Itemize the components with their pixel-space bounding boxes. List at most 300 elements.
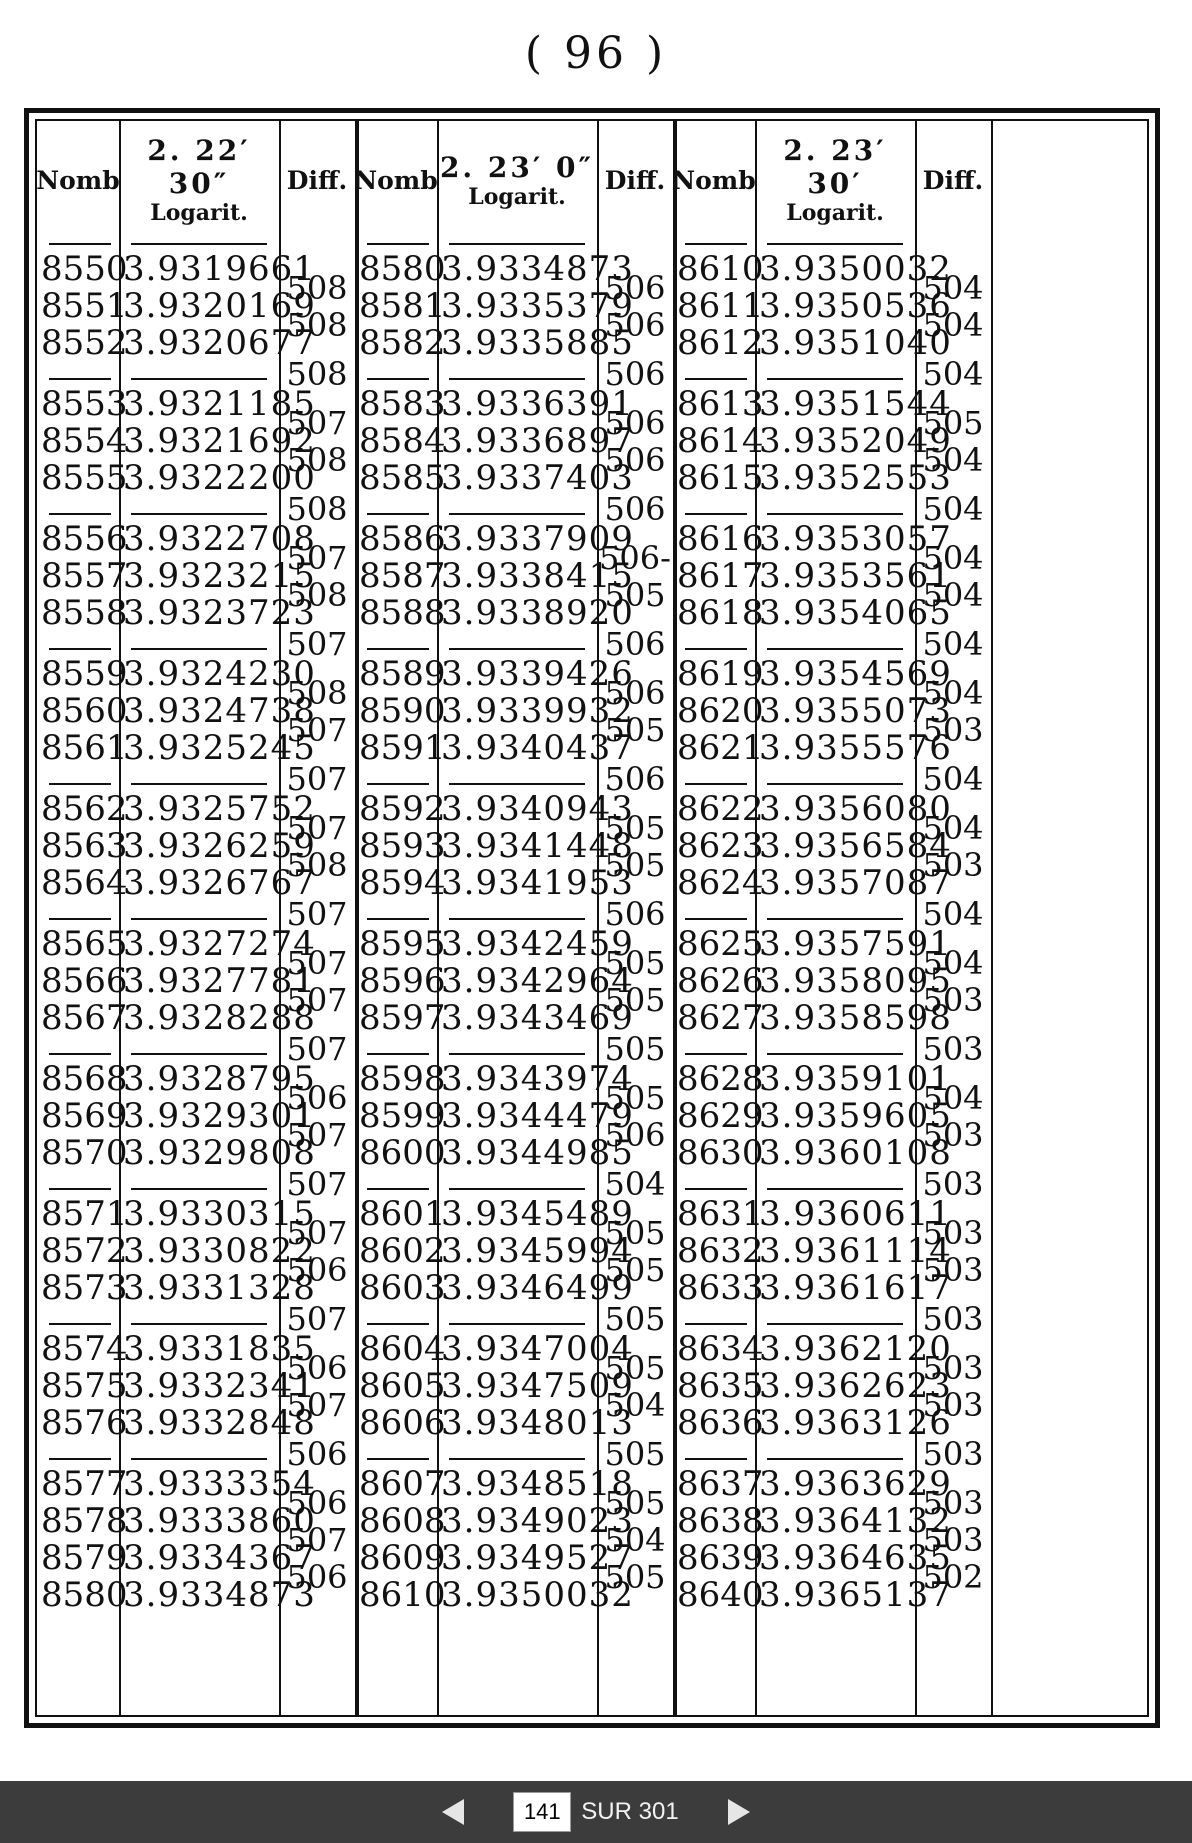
group-rule xyxy=(367,783,429,785)
table-difference: 505 xyxy=(604,1250,666,1289)
table-number: 8587 xyxy=(359,556,446,596)
table-logarithm: 3.9347509 xyxy=(441,1366,634,1406)
table-number: 8618 xyxy=(677,593,764,633)
header-logarit: Logarit. xyxy=(150,200,248,226)
table-number: 8628 xyxy=(677,1059,764,1099)
group-rule xyxy=(685,648,747,650)
group-rule xyxy=(131,378,267,380)
group-rule xyxy=(449,918,585,920)
group-rule xyxy=(131,1458,267,1460)
table-logarithm: 3.9334873 xyxy=(123,1575,316,1615)
table-number: 8601 xyxy=(359,1194,446,1234)
table-difference: 505 xyxy=(604,1557,666,1596)
table-number: 8590 xyxy=(359,691,446,731)
table-difference: 503 xyxy=(922,710,984,749)
table-difference: 505 xyxy=(604,1435,666,1473)
table-difference: 503 xyxy=(922,1250,984,1289)
next-page-button[interactable] xyxy=(719,1792,759,1832)
table-difference: 504 xyxy=(922,1078,984,1117)
table-number: 8582 xyxy=(359,323,446,363)
table-number: 8637 xyxy=(677,1464,764,1504)
group-rule xyxy=(449,1053,585,1055)
table-difference: 507 xyxy=(286,538,348,577)
table-difference: 508 xyxy=(286,355,348,393)
group-rule xyxy=(49,783,111,785)
table-logarithm: 3.9364635 xyxy=(759,1538,952,1578)
table-difference: 504 xyxy=(922,490,984,528)
table-number: 8610 xyxy=(677,249,764,289)
table-logarithm: 3.9356080 xyxy=(759,789,952,829)
group-rule xyxy=(367,648,429,650)
table-number: 8567 xyxy=(41,998,128,1038)
table-number: 8550 xyxy=(41,249,128,289)
table-logarithm: 3.9322200 xyxy=(123,458,316,498)
table-number: 8562 xyxy=(41,789,128,829)
group-rule xyxy=(685,1323,747,1325)
group-rule xyxy=(367,1188,429,1190)
page-number: ( 96 ) xyxy=(524,28,668,79)
table-difference: 505 xyxy=(604,1348,666,1387)
table-number: 8639 xyxy=(677,1538,764,1578)
table-number: 8627 xyxy=(677,998,764,1038)
table-number: 8584 xyxy=(359,421,446,461)
table-number: 8616 xyxy=(677,519,764,559)
table-number: 8620 xyxy=(677,691,764,731)
group-rule xyxy=(767,783,903,785)
group-rule xyxy=(49,513,111,515)
table-logarithm: 3.9336897 xyxy=(441,421,634,461)
table-difference: 504 xyxy=(922,355,984,393)
group-rule xyxy=(449,783,585,785)
table-number: 8577 xyxy=(41,1464,128,1504)
table-number: 8563 xyxy=(41,826,128,866)
table-logarithm: 3.9341953 xyxy=(441,863,634,903)
table-logarithm: 3.9350032 xyxy=(441,1575,634,1615)
table-difference: 507 xyxy=(286,1115,348,1154)
table-logarithm: 3.9334873 xyxy=(441,249,634,289)
table-difference: 507 xyxy=(286,1165,348,1203)
table-number: 8583 xyxy=(359,384,446,424)
table-number: 8614 xyxy=(677,421,764,461)
table-difference: 503 xyxy=(922,845,984,884)
table-logarithm: 3.9323723 xyxy=(123,593,316,633)
table-number: 8613 xyxy=(677,384,764,424)
table-logarithm: 3.9324230 xyxy=(123,654,316,694)
header-angle: 2. 23′ 0″ xyxy=(439,150,595,184)
table-logarithm: 3.9339932 xyxy=(441,691,634,731)
group-rule xyxy=(49,1458,111,1460)
table-number: 8579 xyxy=(41,1538,128,1578)
table-number: 8602 xyxy=(359,1231,446,1271)
table-logarithm: 3.9325752 xyxy=(123,789,316,829)
page-number-input[interactable] xyxy=(513,1792,571,1832)
table-number: 8559 xyxy=(41,654,128,694)
table-difference: 507 xyxy=(286,1385,348,1424)
table-number: 8570 xyxy=(41,1133,128,1173)
table-number: 8631 xyxy=(677,1194,764,1234)
table-logarithm: 3.9347004 xyxy=(441,1329,634,1369)
table-logarithm: 3.9351544 xyxy=(759,384,952,424)
table-logarithm: 3.9349527 xyxy=(441,1538,634,1578)
table-number: 8568 xyxy=(41,1059,128,1099)
table-number: 8632 xyxy=(677,1231,764,1271)
group-rule xyxy=(131,918,267,920)
table-number: 8603 xyxy=(359,1268,446,1308)
header-logarithm xyxy=(437,121,597,239)
table-logarithm: 3.9321185 xyxy=(123,384,316,424)
table-logarithm: 3.9356584 xyxy=(759,826,952,866)
table-number: 8608 xyxy=(359,1501,446,1541)
group-rule xyxy=(449,243,585,245)
table-difference: 503 xyxy=(922,1520,984,1559)
group-rule xyxy=(767,513,903,515)
table-logarithm: 3.9328795 xyxy=(123,1059,316,1099)
table-difference: 503 xyxy=(922,1483,984,1522)
table-number: 8585 xyxy=(359,458,446,498)
table-difference: 503 xyxy=(922,1300,984,1338)
table-difference: 507 xyxy=(286,760,348,798)
table-number: 8629 xyxy=(677,1096,764,1136)
table-logarithm: 3.9336391 xyxy=(441,384,634,424)
table-number: 8578 xyxy=(41,1501,128,1541)
table-difference: 505 xyxy=(604,808,666,847)
table-number: 8580 xyxy=(359,249,446,289)
table-logarithm: 3.9343469 xyxy=(441,998,634,1038)
table-difference: 507 xyxy=(286,625,348,663)
table-logarithm: 3.9322708 xyxy=(123,519,316,559)
table-number: 8593 xyxy=(359,826,446,866)
table-number: 8576 xyxy=(41,1403,128,1443)
group-rule xyxy=(685,513,747,515)
table-difference: 507 xyxy=(286,980,348,1019)
group-rule xyxy=(131,513,267,515)
table-logarithm: 3.9335379 xyxy=(441,286,634,326)
header-angle: 2. 22′ 30″ xyxy=(147,134,251,200)
group-rule xyxy=(49,918,111,920)
table-difference: 505 xyxy=(604,1483,666,1522)
table-number: 8556 xyxy=(41,519,128,559)
table-difference: 503 xyxy=(922,980,984,1019)
group-rule xyxy=(49,1188,111,1190)
table-logarithm: 3.9341448 xyxy=(441,826,634,866)
table-difference: 507 xyxy=(286,943,348,982)
table-logarithm: 3.9340437 xyxy=(441,728,634,768)
group-rule xyxy=(449,513,585,515)
table-number: 8635 xyxy=(677,1366,764,1406)
table-logarithm: 3.9355073 xyxy=(759,691,952,731)
table-number: 8575 xyxy=(41,1366,128,1406)
table-logarithm: 3.9345994 xyxy=(441,1231,634,1271)
table-logarithm: 3.9323215 xyxy=(123,556,316,596)
table-number: 8598 xyxy=(359,1059,446,1099)
table-number: 8606 xyxy=(359,1403,446,1443)
table-difference: 508 xyxy=(286,845,348,884)
group-rule xyxy=(449,378,585,380)
table-difference: 504 xyxy=(922,440,984,479)
table-logarithm: 3.9326259 xyxy=(123,826,316,866)
table-number: 8586 xyxy=(359,519,446,559)
table-logarithm: 3.9320169 xyxy=(123,286,316,326)
table-logarithm: 3.9343974 xyxy=(441,1059,634,1099)
table-number: 8572 xyxy=(41,1231,128,1271)
table-difference: 506 xyxy=(604,895,666,933)
group-rule xyxy=(767,243,903,245)
table-difference: 503 xyxy=(922,1115,984,1154)
group-rule xyxy=(49,648,111,650)
group-rule xyxy=(449,1323,585,1325)
table-difference: 508 xyxy=(286,268,348,307)
table-number: 8553 xyxy=(41,384,128,424)
table-difference: 504 xyxy=(922,673,984,712)
table-number: 8617 xyxy=(677,556,764,596)
table-number: 8565 xyxy=(41,924,128,964)
table-difference: 508 xyxy=(286,673,348,712)
header-logarithm xyxy=(119,121,279,239)
group-rule xyxy=(685,378,747,380)
table-difference: 506- xyxy=(599,538,671,577)
table-logarithm: 3.9335885 xyxy=(441,323,634,363)
table-logarithm: 3.9329808 xyxy=(123,1133,316,1173)
table-difference: 504 xyxy=(922,575,984,614)
group-rule xyxy=(131,783,267,785)
previous-page-button[interactable] xyxy=(433,1792,473,1832)
group-rule xyxy=(449,1188,585,1190)
table-logarithm: 3.9342459 xyxy=(441,924,634,964)
table-number: 8580 xyxy=(41,1575,128,1615)
table-logarithm: 3.9331328 xyxy=(123,1268,316,1308)
table-logarithm: 3.9319661 xyxy=(123,249,316,289)
table-number: 8569 xyxy=(41,1096,128,1136)
group-rule xyxy=(367,1458,429,1460)
table-number: 8607 xyxy=(359,1464,446,1504)
table-number: 8610 xyxy=(359,1575,446,1615)
table-number: 8612 xyxy=(677,323,764,363)
table-difference: 504 xyxy=(604,1385,666,1424)
table-number: 8623 xyxy=(677,826,764,866)
table-logarithm: 3.9357087 xyxy=(759,863,952,903)
table-number: 8551 xyxy=(41,286,128,326)
table-number: 8571 xyxy=(41,1194,128,1234)
table-logarithm: 3.9359101 xyxy=(759,1059,952,1099)
table-number: 8640 xyxy=(677,1575,764,1615)
log-table xyxy=(24,108,1160,1728)
table-number: 8619 xyxy=(677,654,764,694)
table-difference: 508 xyxy=(286,440,348,479)
table-number: 8564 xyxy=(41,863,128,903)
table-number: 8624 xyxy=(677,863,764,903)
group-rule xyxy=(449,1458,585,1460)
table-logarithm: 3.9360108 xyxy=(759,1133,952,1173)
table-logarithm: 3.9321692 xyxy=(123,421,316,461)
group-rule xyxy=(49,378,111,380)
page-total-label: SUR 301 xyxy=(581,1798,679,1825)
table-number: 8573 xyxy=(41,1268,128,1308)
table-number: 8599 xyxy=(359,1096,446,1136)
table-number: 8561 xyxy=(41,728,128,768)
table-logarithm: 3.9350032 xyxy=(759,249,952,289)
table-number: 8594 xyxy=(359,863,446,903)
header-diff: Diff. xyxy=(604,165,666,195)
table-difference: 508 xyxy=(286,490,348,528)
table-difference: 505 xyxy=(922,403,984,442)
table-difference: 504 xyxy=(922,538,984,577)
column-divider xyxy=(991,121,993,1715)
table-difference: 505 xyxy=(604,1030,666,1068)
table-logarithm: 3.9349023 xyxy=(441,1501,634,1541)
table-difference: 505 xyxy=(604,575,666,614)
table-difference: 506 xyxy=(286,1250,348,1289)
table-logarithm: 3.9363629 xyxy=(759,1464,952,1504)
table-difference: 505 xyxy=(604,980,666,1019)
table-logarithm: 3.9365137 xyxy=(759,1575,952,1615)
table-logarithm: 3.9331835 xyxy=(123,1329,316,1369)
table-difference: 507 xyxy=(286,808,348,847)
group-rule xyxy=(49,1053,111,1055)
table-difference: 506 xyxy=(604,305,666,344)
table-logarithm: 3.9353561 xyxy=(759,556,952,596)
table-difference: 506 xyxy=(286,1557,348,1596)
group-rule xyxy=(131,1323,267,1325)
group-rule xyxy=(367,918,429,920)
table-number: 8615 xyxy=(677,458,764,498)
table-difference: 503 xyxy=(922,1385,984,1424)
table-logarithm: 3.9326767 xyxy=(123,863,316,903)
group-rule xyxy=(449,648,585,650)
triangle-left-icon xyxy=(442,1799,464,1825)
table-logarithm: 3.9355576 xyxy=(759,728,952,768)
table-difference: 507 xyxy=(286,1030,348,1068)
header-nomb: Nomb xyxy=(36,165,120,195)
table-difference: 506 xyxy=(604,268,666,307)
table-difference: 506 xyxy=(604,440,666,479)
table-logarithm: 3.9342964 xyxy=(441,961,634,1001)
header-nomb: Nomb xyxy=(354,165,438,195)
header-diff: Diff. xyxy=(922,165,984,195)
group-rule xyxy=(767,1458,903,1460)
group-rule xyxy=(767,648,903,650)
table-logarithm: 3.9327274 xyxy=(123,924,316,964)
triangle-right-icon xyxy=(728,1799,750,1825)
group-rule xyxy=(767,1323,903,1325)
group-rule xyxy=(685,1188,747,1190)
table-number: 8574 xyxy=(41,1329,128,1369)
table-logarithm: 3.9344479 xyxy=(441,1096,634,1136)
group-rule xyxy=(49,243,111,245)
table-difference: 506 xyxy=(286,1483,348,1522)
table-number: 8552 xyxy=(41,323,128,363)
group-rule xyxy=(367,1323,429,1325)
table-number: 8636 xyxy=(677,1403,764,1443)
table-logarithm: 3.9360611 xyxy=(759,1194,952,1234)
table-number: 8557 xyxy=(41,556,128,596)
table-number: 8558 xyxy=(41,593,128,633)
table-difference: 506 xyxy=(604,625,666,663)
table-number: 8634 xyxy=(677,1329,764,1369)
table-logarithm: 3.9320677 xyxy=(123,323,316,363)
table-difference: 506 xyxy=(604,760,666,798)
table-difference: 507 xyxy=(286,1300,348,1338)
table-difference: 506 xyxy=(604,490,666,528)
table-number: 8625 xyxy=(677,924,764,964)
group-rule xyxy=(367,513,429,515)
table-logarithm: 3.9348518 xyxy=(441,1464,634,1504)
table-difference: 504 xyxy=(604,1520,666,1559)
table-difference: 503 xyxy=(922,1435,984,1473)
table-logarithm: 3.9329301 xyxy=(123,1096,316,1136)
table-difference: 503 xyxy=(922,1348,984,1387)
table-logarithm: 3.9354065 xyxy=(759,593,952,633)
table-difference: 504 xyxy=(604,1165,666,1203)
group-rule xyxy=(767,1053,903,1055)
table-difference: 504 xyxy=(922,943,984,982)
table-number: 8588 xyxy=(359,593,446,633)
table-difference: 507 xyxy=(286,895,348,933)
table-difference: 504 xyxy=(922,305,984,344)
table-number: 8604 xyxy=(359,1329,446,1369)
table-difference: 506 xyxy=(604,1115,666,1154)
table-logarithm: 3.9351040 xyxy=(759,323,952,363)
table-difference: 504 xyxy=(922,895,984,933)
table-logarithm: 3.9362623 xyxy=(759,1366,952,1406)
table-logarithm: 3.9357591 xyxy=(759,924,952,964)
group-rule xyxy=(367,243,429,245)
table-logarithm: 3.9358598 xyxy=(759,998,952,1038)
table-number: 8555 xyxy=(41,458,128,498)
table-logarithm: 3.9344985 xyxy=(441,1133,634,1173)
table-number: 8592 xyxy=(359,789,446,829)
table-logarithm: 3.9333354 xyxy=(123,1464,316,1504)
table-number: 8611 xyxy=(677,286,764,326)
table-logarithm: 3.9332848 xyxy=(123,1403,316,1443)
table-difference: 503 xyxy=(922,1213,984,1252)
group-rule xyxy=(685,1053,747,1055)
table-number: 8605 xyxy=(359,1366,446,1406)
table-difference: 508 xyxy=(286,305,348,344)
table-difference: 505 xyxy=(604,1300,666,1338)
table-logarithm: 3.9337403 xyxy=(441,458,634,498)
table-number: 8600 xyxy=(359,1133,446,1173)
group-rule xyxy=(131,243,267,245)
table-logarithm: 3.9325245 xyxy=(123,728,316,768)
table-logarithm: 3.9328288 xyxy=(123,998,316,1038)
group-rule xyxy=(49,1323,111,1325)
table-logarithm: 3.9361114 xyxy=(759,1231,952,1271)
group-rule xyxy=(767,1188,903,1190)
table-difference: 507 xyxy=(286,710,348,749)
table-difference: 504 xyxy=(922,625,984,663)
table-logarithm: 3.9346499 xyxy=(441,1268,634,1308)
header-logarit: Logarit. xyxy=(786,200,884,226)
table-logarithm: 3.9338920 xyxy=(441,593,634,633)
table-difference: 503 xyxy=(922,1030,984,1068)
table-logarithm: 3.9354569 xyxy=(759,654,952,694)
table-logarithm: 3.9338415 xyxy=(441,556,634,596)
header-logarit: Logarit. xyxy=(468,183,566,210)
group-rule xyxy=(685,243,747,245)
table-logarithm: 3.9330315 xyxy=(123,1194,316,1234)
table-logarithm: 3.9362120 xyxy=(759,1329,952,1369)
table-logarithm: 3.9352049 xyxy=(759,421,952,461)
group-rule xyxy=(367,378,429,380)
table-difference: 506 xyxy=(286,1435,348,1473)
table-number: 8638 xyxy=(677,1501,764,1541)
group-rule xyxy=(685,918,747,920)
table-logarithm: 3.9363126 xyxy=(759,1403,952,1443)
table-difference: 505 xyxy=(604,710,666,749)
table-logarithm: 3.9348013 xyxy=(441,1403,634,1443)
table-difference: 504 xyxy=(922,268,984,307)
table-number: 8591 xyxy=(359,728,446,768)
